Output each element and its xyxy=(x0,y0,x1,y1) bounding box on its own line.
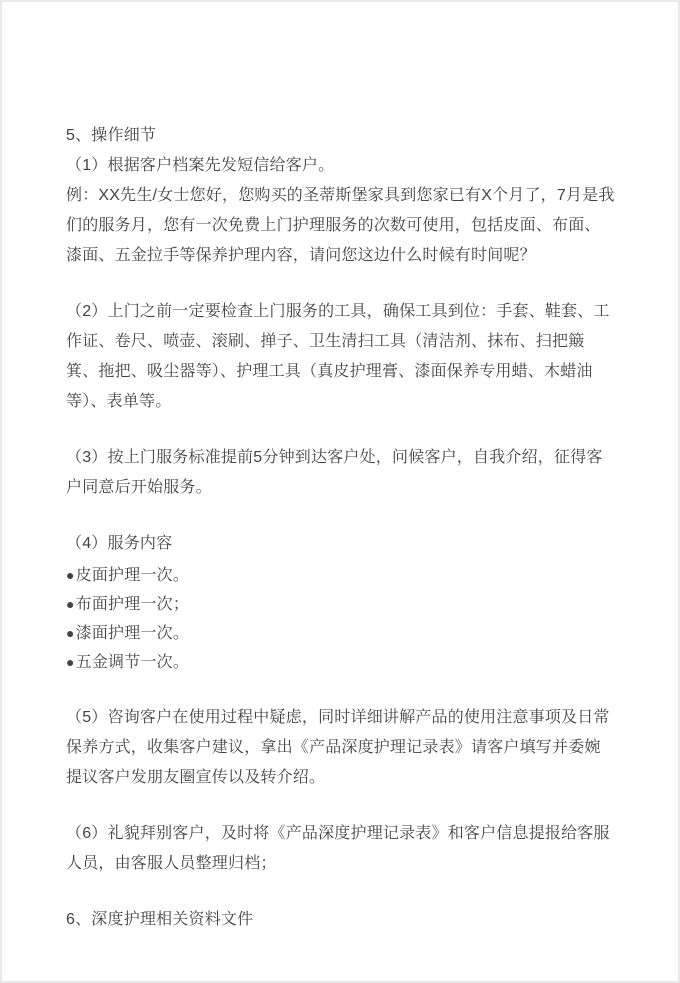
section-5-item-2: （2）上门之前一定要检查上门服务的工具，确保工具到位：手套、鞋套、工作证、卷尺、喷壶、滚刷、掸子、卫生清扫工具（清洁剂、抹布、扫把簸箕、拖把、吸尘器等）、护理工具（真皮护理膏、漆面保养专用蜡、木蜡油等）、表单等。 xyxy=(66,303,610,410)
bullet-label: 布面护理一次； xyxy=(75,596,190,613)
section-5-item-3: （3）按上门服务标准提前5分钟到达客户处，问候客户，自我介绍，征得客户同意后开始服务。 xyxy=(66,449,603,496)
section-5-item-1: （1）根据客户档案先发短信给客户。 xyxy=(66,157,335,174)
service-content-list xyxy=(66,561,616,677)
bullet-icon: ● xyxy=(66,596,75,612)
document-content xyxy=(2,2,678,935)
section-5-item-6: （6）礼貌拜别客户，及时将《产品深度护理记录表》和客户信息提报给客服人员，由客服人员整理归档； xyxy=(66,825,610,872)
section-5-item-5: （5）咨询客户在使用过程中疑虑，同时详细讲解产品的使用注意事项及日常保养方式，收集客户建议，拿出《产品深度护理记录表》请客户填写并委婉提议客户发朋友圈宣传以及转介绍。 xyxy=(66,709,610,786)
section-6-heading: 6、深度护理相关资料文件 xyxy=(66,911,254,928)
section-5-item-4-label: （4）服务内容 xyxy=(66,535,173,552)
bullet-label: 漆面护理一次。 xyxy=(75,625,190,642)
bullet-icon: ● xyxy=(66,654,75,670)
bullet-icon: ● xyxy=(66,625,75,641)
section-5-item-1-example: 例：XX先生/女士您好，您购买的圣蒂斯堡家具到您家已有X个月了，7月是我们的服务月，您有一次免费上门护理服务的次数可使用，包括皮面、布面、漆面、五金拉手等保养护理内容，请问您这边什么时候有时间呢？ xyxy=(66,187,615,264)
list-item xyxy=(66,619,616,648)
section-5-heading: 5、操作细节 xyxy=(66,127,157,144)
bullet-icon: ● xyxy=(66,567,75,583)
list-item xyxy=(66,648,616,677)
bullet-label: 皮面护理一次。 xyxy=(75,567,190,584)
list-item xyxy=(66,561,616,590)
bullet-label: 五金调节一次。 xyxy=(75,654,190,671)
list-item xyxy=(66,590,616,619)
